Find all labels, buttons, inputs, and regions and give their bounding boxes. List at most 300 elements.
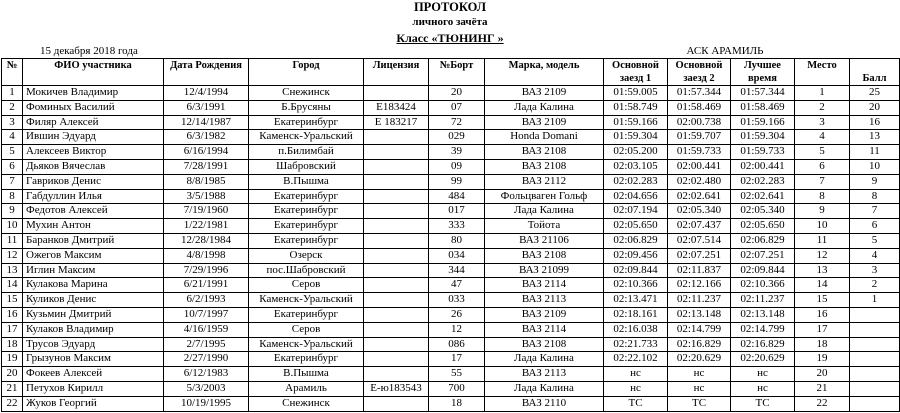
cell-points: 6 [850,219,900,234]
col-header-points: Балл [850,59,900,86]
cell-run1: нс [604,381,668,396]
cell-best: 02:11.237 [731,293,795,308]
cell-license [364,86,429,101]
table-row [2,100,900,115]
cell-board: 07 [429,100,485,115]
cell-dob: 3/5/1988 [164,189,249,204]
cell-num: 5 [2,145,23,160]
cell-run2: 02:13.148 [668,307,731,322]
cell-car: Лада Калина [485,204,604,219]
cell-license [364,263,429,278]
cell-car: ВАЗ 2108 [485,145,604,160]
cell-dob: 2/7/1995 [164,337,249,352]
table-row [2,86,900,101]
cell-run1: 01:59.304 [604,130,668,145]
cell-city: Снежинск [249,86,364,101]
cell-points: 10 [850,159,900,174]
col-header-place: Место [795,59,850,86]
cell-place: 22 [795,396,850,411]
cell-points: 11 [850,145,900,160]
cell-city: Шабровский [249,159,364,174]
cell-board: 700 [429,381,485,396]
cell-run1: 01:59.166 [604,115,668,130]
table-row [2,322,900,337]
cell-city: Б.Брусяны [249,100,364,115]
cell-points [850,396,900,411]
table-row [2,204,900,219]
cell-dob: 7/19/1960 [164,204,249,219]
cell-license: E183424 [364,100,429,115]
col-header-run1: Основной заезд 1 [604,59,668,86]
cell-place: 7 [795,174,850,189]
cell-place: 13 [795,263,850,278]
cell-city: Серов [249,278,364,293]
cell-car: ВАЗ 2113 [485,293,604,308]
cell-board: 99 [429,174,485,189]
cell-best: 02:20.629 [731,352,795,367]
table-row [2,219,900,234]
cell-name: Куликов Денис [23,293,164,308]
cell-car: Лада Калина [485,352,604,367]
cell-run2: 02:07.437 [668,219,731,234]
cell-place: 3 [795,115,850,130]
cell-run2: 02:20.629 [668,352,731,367]
cell-license [364,396,429,411]
table-row [2,145,900,160]
cell-license [364,233,429,248]
cell-run2: нс [668,381,731,396]
table-row [2,263,900,278]
cell-points [850,322,900,337]
cell-name: Кузьмин Дмитрий [23,307,164,322]
cell-name: Габдуллин Илья [23,189,164,204]
cell-place: 18 [795,337,850,352]
cell-car: Фольцваген Гольф [485,189,604,204]
cell-name: Петухов Кирилл [23,381,164,396]
cell-dob: 7/28/1991 [164,159,249,174]
cell-city: Арамиль [249,381,364,396]
cell-num: 16 [2,307,23,322]
cell-run1: 02:13.471 [604,293,668,308]
cell-run1: 02:16.038 [604,322,668,337]
cell-points: 8 [850,189,900,204]
cell-points: 1 [850,293,900,308]
cell-num: 12 [2,248,23,263]
table-row [2,248,900,263]
cell-name: Гавриков Денис [23,174,164,189]
cell-city: Екатеринбург [249,307,364,322]
cell-car: ВАЗ 2109 [485,115,604,130]
cell-best: 02:09.844 [731,263,795,278]
cell-city: В.Пышма [249,367,364,382]
table-body [2,86,900,412]
cell-license [364,248,429,263]
cell-num: 8 [2,189,23,204]
cell-run2: 02:14.799 [668,322,731,337]
cell-num: 18 [2,337,23,352]
cell-dob: 4/8/1998 [164,248,249,263]
cell-name: Мухин Антон [23,219,164,234]
cell-points [850,352,900,367]
cell-license [364,278,429,293]
cell-run1: 02:09.844 [604,263,668,278]
cell-city: Екатеринбург [249,219,364,234]
protocol-title: ПРОТОКОЛ [413,0,487,14]
cell-board: 39 [429,145,485,160]
cell-city: Екатеринбург [249,204,364,219]
cell-name: Ожегов Максим [23,248,164,263]
cell-dob: 6/2/1993 [164,293,249,308]
cell-run2: 02:16.829 [668,337,731,352]
cell-license [364,159,429,174]
cell-name: Кулаков Владимир [23,322,164,337]
class-heading: Класс «ТЮНИНГ » [396,31,504,45]
table-row [2,159,900,174]
cell-board: 029 [429,130,485,145]
cell-car: ВАЗ 2110 [485,396,604,411]
cell-name: Кулакова Марина [23,278,164,293]
col-header-best: Лучшее время [731,59,795,86]
cell-name: Иглин Максим [23,263,164,278]
cell-points: 5 [850,233,900,248]
cell-points: 2 [850,278,900,293]
cell-run2: 01:58.469 [668,100,731,115]
cell-place: 16 [795,307,850,322]
cell-place: 4 [795,130,850,145]
cell-place: 17 [795,322,850,337]
cell-run2: нс [668,367,731,382]
cell-num: 10 [2,219,23,234]
cell-dob: 6/16/1994 [164,145,249,160]
cell-place: 15 [795,293,850,308]
cell-license [364,189,429,204]
cell-dob: 6/3/1982 [164,130,249,145]
cell-car: ВАЗ 2114 [485,278,604,293]
cell-run1: 02:21.733 [604,337,668,352]
cell-name: Мокичев Владимир [23,86,164,101]
cell-points [850,381,900,396]
cell-place: 5 [795,145,850,160]
cell-dob: 12/14/1987 [164,115,249,130]
cell-city: Снежинск [249,396,364,411]
cell-dob: 8/8/1985 [164,174,249,189]
table-row [2,337,900,352]
cell-run2: 01:57.344 [668,86,731,101]
cell-num: 3 [2,115,23,130]
cell-name: Жуков Георгий [23,396,164,411]
cell-run2: 02:12.166 [668,278,731,293]
cell-place: 2 [795,100,850,115]
cell-run1: 02:03.105 [604,159,668,174]
cell-license: E-ю183543 [364,381,429,396]
cell-place: 19 [795,352,850,367]
cell-num: 21 [2,381,23,396]
cell-car: Лада Калина [485,100,604,115]
cell-name: Грызунов Максим [23,352,164,367]
cell-dob: 4/16/1959 [164,322,249,337]
cell-car: Honda Domani [485,130,604,145]
cell-board: 333 [429,219,485,234]
cell-board: 47 [429,278,485,293]
cell-run1: ТС [604,396,668,411]
cell-city: Каменск-Уральский [249,293,364,308]
cell-run2: 02:02.480 [668,174,731,189]
cell-run2: 02:00.738 [668,115,731,130]
cell-run1: 02:05.200 [604,145,668,160]
cell-car: ВАЗ 21099 [485,263,604,278]
cell-license [364,352,429,367]
table-header-row [2,59,900,86]
cell-car: Лада Калина [485,381,604,396]
cell-city: Серов [249,322,364,337]
cell-name: Ившин Эдуард [23,130,164,145]
cell-num: 9 [2,204,23,219]
cell-run1: 02:09.456 [604,248,668,263]
cell-city: Екатеринбург [249,115,364,130]
col-header-num: № [2,59,23,86]
cell-place: 9 [795,204,850,219]
cell-run2: 02:11.837 [668,263,731,278]
cell-best: 01:57.344 [731,86,795,101]
cell-board: 034 [429,248,485,263]
cell-car: ВАЗ 21106 [485,233,604,248]
cell-city: Екатеринбург [249,352,364,367]
cell-license [364,307,429,322]
cell-license [364,204,429,219]
cell-run2: 01:59.733 [668,145,731,160]
cell-city: Екатеринбург [249,233,364,248]
cell-name: Алексеев Виктор [23,145,164,160]
cell-city: Каменск-Уральский [249,130,364,145]
cell-points [850,337,900,352]
cell-license [364,219,429,234]
cell-dob: 5/3/2003 [164,381,249,396]
col-header-board: №Борт [429,59,485,86]
cell-best: 02:07.251 [731,248,795,263]
cell-dob: 1/22/1981 [164,219,249,234]
cell-license [364,337,429,352]
cell-city: Озерск [249,248,364,263]
cell-dob: 6/12/1983 [164,367,249,382]
cell-dob: 12/4/1994 [164,86,249,101]
cell-dob: 12/28/1984 [164,233,249,248]
cell-name: Федотов Алексей [23,204,164,219]
cell-run1: 02:22.102 [604,352,668,367]
cell-board: 086 [429,337,485,352]
cell-place: 8 [795,189,850,204]
protocol-subtitle: личного зачёта [412,16,488,28]
cell-run1: 02:18.161 [604,307,668,322]
table-row [2,307,900,322]
table-row [2,115,900,130]
cell-best: 02:02.641 [731,189,795,204]
cell-car: Тойота [485,219,604,234]
results-table [1,58,900,412]
cell-license [364,145,429,160]
cell-license [364,130,429,145]
cell-best: 02:05.650 [731,219,795,234]
cell-points: 20 [850,100,900,115]
cell-board: 017 [429,204,485,219]
cell-best: 01:59.166 [731,115,795,130]
cell-board: 55 [429,367,485,382]
cell-run2: 02:00.441 [668,159,731,174]
cell-num: 7 [2,174,23,189]
cell-num: 2 [2,100,23,115]
cell-best: 02:06.829 [731,233,795,248]
cell-place: 6 [795,159,850,174]
cell-num: 13 [2,263,23,278]
cell-name: Фокеев Алексей [23,367,164,382]
cell-num: 17 [2,322,23,337]
cell-board: 484 [429,189,485,204]
cell-num: 22 [2,396,23,411]
cell-run1: 02:04.656 [604,189,668,204]
cell-city: В.Пышма [249,174,364,189]
col-header-license: Лицензия [364,59,429,86]
cell-city: Каменск-Уральский [249,337,364,352]
cell-points: 4 [850,248,900,263]
cell-num: 11 [2,233,23,248]
cell-points [850,367,900,382]
cell-name: Дьяков Вячеслав [23,159,164,174]
cell-run1: 01:59.005 [604,86,668,101]
cell-best: 01:59.733 [731,145,795,160]
cell-best: нс [731,381,795,396]
cell-run1: 02:06.829 [604,233,668,248]
cell-points [850,307,900,322]
cell-board: 344 [429,263,485,278]
cell-place: 11 [795,233,850,248]
cell-run2: ТС [668,396,731,411]
cell-points: 13 [850,130,900,145]
cell-board: 18 [429,396,485,411]
table-row [2,293,900,308]
col-header-run2: Основной заезд 2 [668,59,731,86]
table-row [2,381,900,396]
cell-run1: 02:10.366 [604,278,668,293]
cell-num: 14 [2,278,23,293]
cell-car: ВАЗ 2108 [485,337,604,352]
col-header-car: Марка, модель [485,59,604,86]
cell-place: 10 [795,219,850,234]
table-row [2,352,900,367]
cell-car: ВАЗ 2109 [485,307,604,322]
cell-board: 26 [429,307,485,322]
cell-city: Екатеринбург [249,189,364,204]
cell-points: 25 [850,86,900,101]
table-row [2,189,900,204]
cell-dob: 6/21/1991 [164,278,249,293]
cell-dob: 7/29/1996 [164,263,249,278]
cell-points: 7 [850,204,900,219]
cell-best: 02:02.283 [731,174,795,189]
cell-place: 12 [795,248,850,263]
cell-dob: 2/27/1990 [164,352,249,367]
cell-num: 1 [2,86,23,101]
cell-board: 09 [429,159,485,174]
event-date: 15 декабря 2018 года [40,45,138,57]
cell-points: 16 [850,115,900,130]
cell-board: 80 [429,233,485,248]
cell-run2: 02:07.514 [668,233,731,248]
cell-dob: 6/3/1991 [164,100,249,115]
cell-num: 20 [2,367,23,382]
cell-place: 14 [795,278,850,293]
cell-run2: 02:11.237 [668,293,731,308]
cell-run2: 02:07.251 [668,248,731,263]
table-row [2,174,900,189]
cell-num: 4 [2,130,23,145]
cell-car: ВАЗ 2109 [485,86,604,101]
cell-num: 6 [2,159,23,174]
cell-license [364,293,429,308]
cell-run1: 02:05.650 [604,219,668,234]
cell-car: ВАЗ 2108 [485,248,604,263]
table-row [2,367,900,382]
cell-car: ВАЗ 2113 [485,367,604,382]
cell-run1: 02:07.194 [604,204,668,219]
cell-place: 1 [795,86,850,101]
cell-run2: 02:02.641 [668,189,731,204]
cell-board: 17 [429,352,485,367]
cell-name: Трусов Эдуард [23,337,164,352]
table-row [2,130,900,145]
cell-points: 9 [850,174,900,189]
cell-dob: 10/19/1995 [164,396,249,411]
cell-run2: 02:05.340 [668,204,731,219]
cell-license [364,367,429,382]
cell-best: 02:05.340 [731,204,795,219]
cell-board: 12 [429,322,485,337]
cell-board: 20 [429,86,485,101]
cell-name: Филяр Алексей [23,115,164,130]
cell-license [364,322,429,337]
cell-best: нс [731,367,795,382]
col-header-city: Город [249,59,364,86]
col-header-dob: Дата Рождения [164,59,249,86]
cell-best: 02:13.148 [731,307,795,322]
cell-num: 19 [2,352,23,367]
cell-best: 01:59.304 [731,130,795,145]
cell-run2: 01:59.707 [668,130,731,145]
cell-points: 3 [850,263,900,278]
table-row [2,278,900,293]
cell-best: ТС [731,396,795,411]
cell-best: 02:16.829 [731,337,795,352]
cell-board: 72 [429,115,485,130]
cell-car: ВАЗ 2108 [485,159,604,174]
cell-best: 02:14.799 [731,322,795,337]
cell-place: 20 [795,367,850,382]
cell-license: E 183217 [364,115,429,130]
cell-best: 02:00.441 [731,159,795,174]
cell-board: 033 [429,293,485,308]
cell-num: 15 [2,293,23,308]
cell-dob: 10/7/1997 [164,307,249,322]
cell-license [364,174,429,189]
cell-city: п.Билимбай [249,145,364,160]
cell-name: Фоминых Василий [23,100,164,115]
cell-name: Баранков Дмитрий [23,233,164,248]
cell-best: 02:10.366 [731,278,795,293]
cell-car: ВАЗ 2112 [485,174,604,189]
cell-city: пос.Шабровский [249,263,364,278]
cell-place: 21 [795,381,850,396]
cell-best: 01:58.469 [731,100,795,115]
col-header-name: ФИО участника [23,59,164,86]
table-row [2,396,900,411]
